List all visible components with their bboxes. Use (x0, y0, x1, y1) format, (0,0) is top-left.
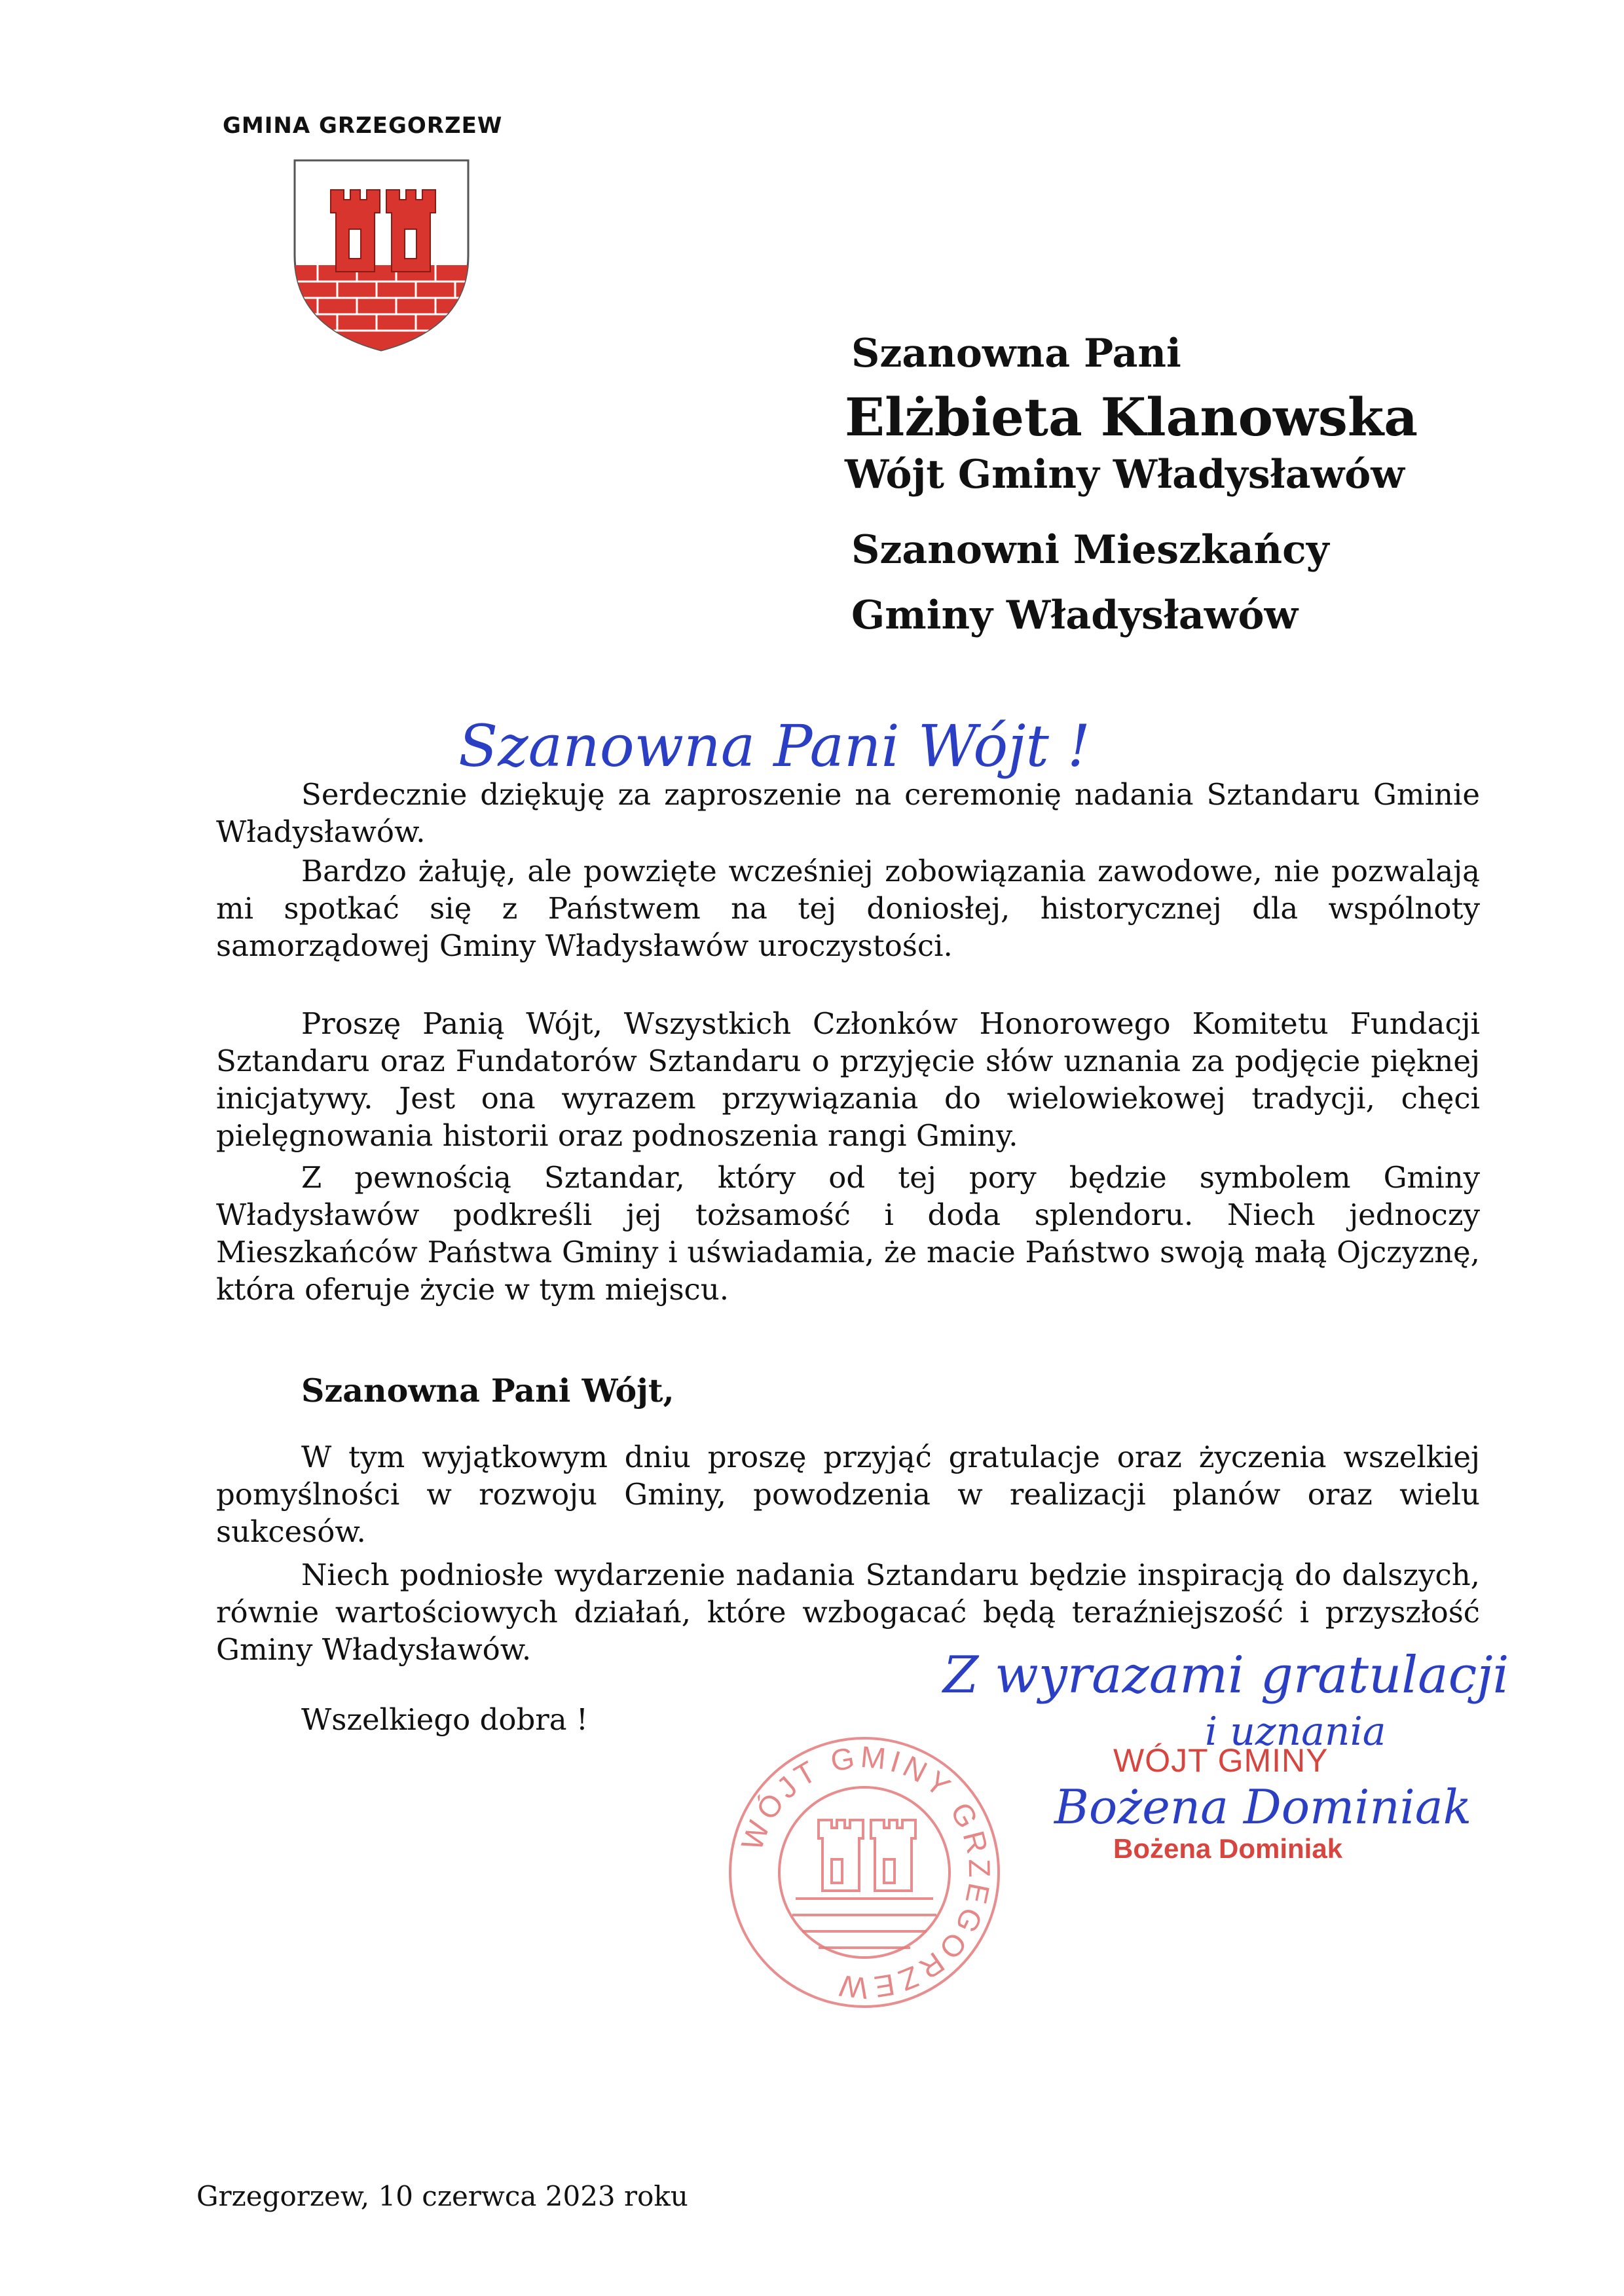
addressee-residents: Szanowni Mieszkańcy (851, 527, 1329, 573)
paragraph-3: Proszę Panią Wójt, Wszystkich Członków Honorowego Komitetu Fundacji Sztandaru oraz Fundatorów Sztandaru o przyjęcie słów uznania za podjęcie pięknej inicjatywy. Jest ona wyrazem przywiązania do wielowiekowej tradycji, chęci pielęgnowania historii oraz podnoszenia rangi Gminy. (216, 1006, 1480, 1153)
municipality-name: GMINA GRZEGORZEW (223, 113, 503, 139)
paragraph-6: Niech podniosłe wydarzenie nadania Sztandaru będzie inspiracją do dalszych, równie wartościowych działań, które wzbogacać będą teraźniejszość i przyszłość Gminy Władysławów. (216, 1558, 1480, 1667)
addressee-salutation: Szanowna Pani (851, 331, 1181, 376)
coat-of-arms-icon (291, 157, 471, 354)
stamp-title: WÓJT GMINY (1113, 1742, 1329, 1779)
paragraph-4: Z pewnością Sztandar, który od tej pory będzie symbolem Gminy Władysławów podkreśli jej tożsamość i doda splendoru. Niech jednoczy Mieszkańców Państwa Gminy i uświadamia, że macie Państwo swoją małą Ojczyznę, która oferuje życie w tym miejscu. (216, 1160, 1480, 1307)
svg-text:Bożena Dominiak: Bożena Dominiak (1054, 1779, 1472, 1834)
addressee-title: Wójt Gminy Władysławów (845, 452, 1405, 498)
date-line: Grzegorzew, 10 czerwca 2023 roku (196, 2180, 688, 2212)
round-stamp (720, 1728, 1008, 2016)
svg-text:Szanowna Pani Wójt !: Szanowna Pani Wójt ! (458, 712, 1091, 780)
addressee-residents-gmina: Gminy Władysławów (851, 592, 1299, 638)
svg-text:WÓJT GMINY GRZEGORZEW: WÓJT GMINY GRZEGORZEW (734, 1739, 997, 2006)
closing-phrase: Wszelkiego dobra ! (301, 1702, 589, 1737)
paragraph-5: W tym wyjątkowym dniu proszę przyjąć gratulacje oraz życzenia wszelkiej pomyślności w rozwoju Gminy, powodzenia w realizacji planów oraz wielu sukcesów. (216, 1440, 1480, 1549)
svg-text:Z wyrazami gratulacji: Z wyrazami gratulacji (943, 1646, 1509, 1705)
salutation: Szanowna Pani Wójt, (301, 1372, 674, 1410)
paragraph-1: Serdecznie dziękuję za zaproszenie na ceremonię nadania Sztandaru Gminie Władysławów. (216, 777, 1480, 849)
paragraph-2: Bardzo żałuję, ale powzięte wcześniej zobowiązania zawodowe, nie pozwalają mi spotkać się z Państwem na tej doniosłej, historycznej dla wspólnoty samorządowej Gminy Władysławów uroczystości. (216, 854, 1480, 963)
addressee-name: Elżbieta Klanowska (845, 386, 1418, 448)
stamp-name: Bożena Dominiak (1113, 1833, 1343, 1864)
svg-text:i uznania: i uznania (1205, 1709, 1386, 1755)
